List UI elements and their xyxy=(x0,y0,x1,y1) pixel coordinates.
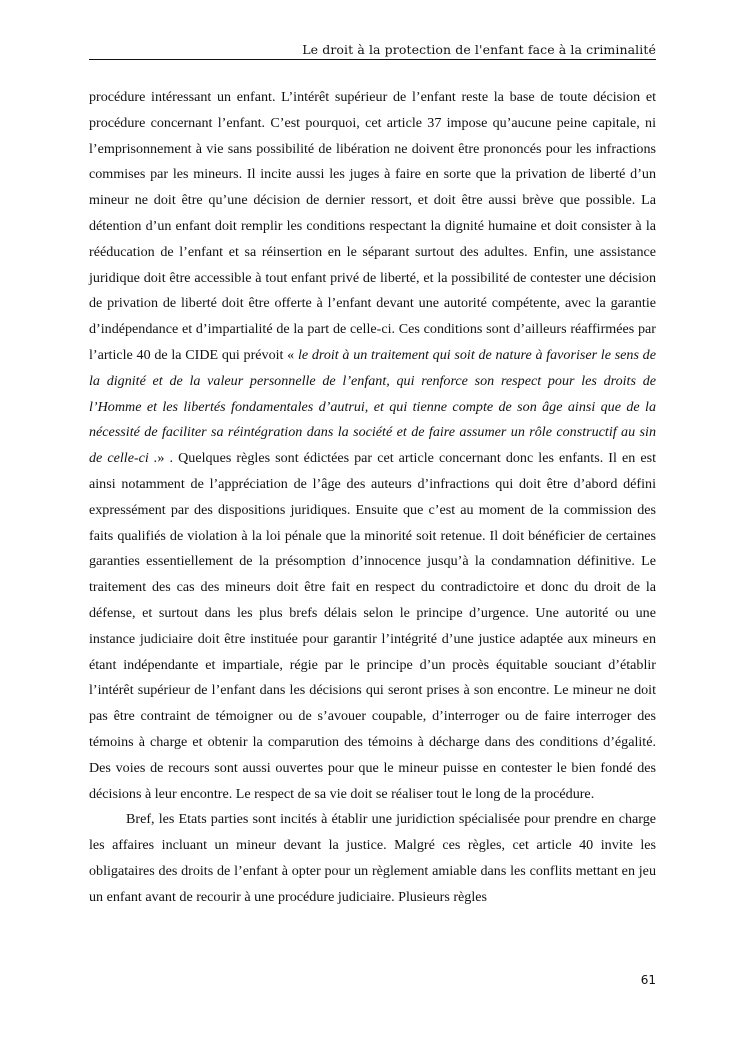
running-header xyxy=(89,42,656,60)
paragraph-text-intro: procédure intéressant un enfant. L’intérêt supérieur de l’enfant reste la base de toute décision et procédure concernant l’enfant. C’est pourquoi, cet article 37 impose qu’aucune peine capitale, ni l’emprisonnement à vie sans possibilité de libération ne doivent être prononcés pour les infractions commises par les mineurs. Il incite aussi les juges à faire en sorte que la privation de liberté d’un mineur ne doit être qu’une décision de dernier ressort, et doit être aussi brève que possible. La détention d’un enfant doit remplir les conditions respectant la dignité humaine et doit consister à la rééducation de l’enfant et sa réinsertion en le séparant surtout des adultes. Enfin, une assistance juridique doit être accessible à tout enfant privé de liberté, et la possibilité de contester une décision de privation de liberté doit être offerte à l’enfant devant une autorité compétente, avec la garantie d’indépendance et d’impartialité de la part de celle-ci. Ces conditions sont d’ailleurs réaffirmées par l’article 40 de la CIDE qui prévoit « xyxy=(89,89,656,363)
paragraph-continuation xyxy=(89,85,656,807)
page-body xyxy=(89,85,656,911)
paragraph-bref: Bref, les Etats parties sont incités à établir une juridiction spécialisée pour prendre en charge les affaires incluant un mineur devant la justice. Malgré ces règles, cet article 40 invite les obligataires des droits de l’enfant à opter pour un règlement amiable dans les conflits mettant en jeu un enfant avant de recourir à une procédure judiciaire. Plusieurs règles xyxy=(89,811,656,905)
paragraph-text-rest: » . Quelques règles sont édictées par cet article concernant donc les enfants. Il en est ainsi notamment de l’appréciation de l’âge des auteurs d’infractions qui doit être d’abord défini expressément par des dispositions juridiques. Ensuite que c’est au moment de la commission des faits qualifiés de violation à la loi pénale que la minorité soit retenue. Il doit bénéficier de certaines garanties essentiellement de la présomption d’innocence jusqu’à la condamnation définitive. Le traitement des cas des mineurs doit être fait en respect du contradictoire et donc du droit de la défense, et surtout dans les plus brefs délais selon le principe d’urgence. Une autorité ou une instance judiciaire doit être instituée pour garantir l’intégrité d’une justice adaptée aux mineurs en étant indépendante et impartiale, régie par le principe d’un procès équitable souciant d’établir l’intérêt supérieur de l’enfant dans les décisions qui seront prises à son encontre. Le mineur ne doit pas être contraint de témoigner ou de s’avouer coupable, d’interroger ou de faire interroger des témoins à charge et obtenir la comparution des témoins à décharge dans des conditions d’égalité. Des voies de recours sont aussi ouvertes pour que le mineur puisse en contester le bien fondé des décisions à leur encontre. Le respect de sa vie doit se réaliser tout le long de la procédure. xyxy=(89,450,656,802)
page-number: 61 xyxy=(640,973,656,987)
running-header-title: Le droit à la protection de l'enfant face à la criminalité xyxy=(302,42,656,57)
quotation-cide-article-40: le droit à un traitement qui soit de nature à favoriser le sens de la dignité et de la valeur personnelle de l’enfant, qui renforce son respect pour les droits de l’Homme et les libertés fondamentales d’autrui, et qui tienne compte de son âge ainsi que de la nécessité de faciliter sa réintégration dans la société et de faire assumer un rôle constructif au sin de celle-ci . xyxy=(89,346,656,467)
